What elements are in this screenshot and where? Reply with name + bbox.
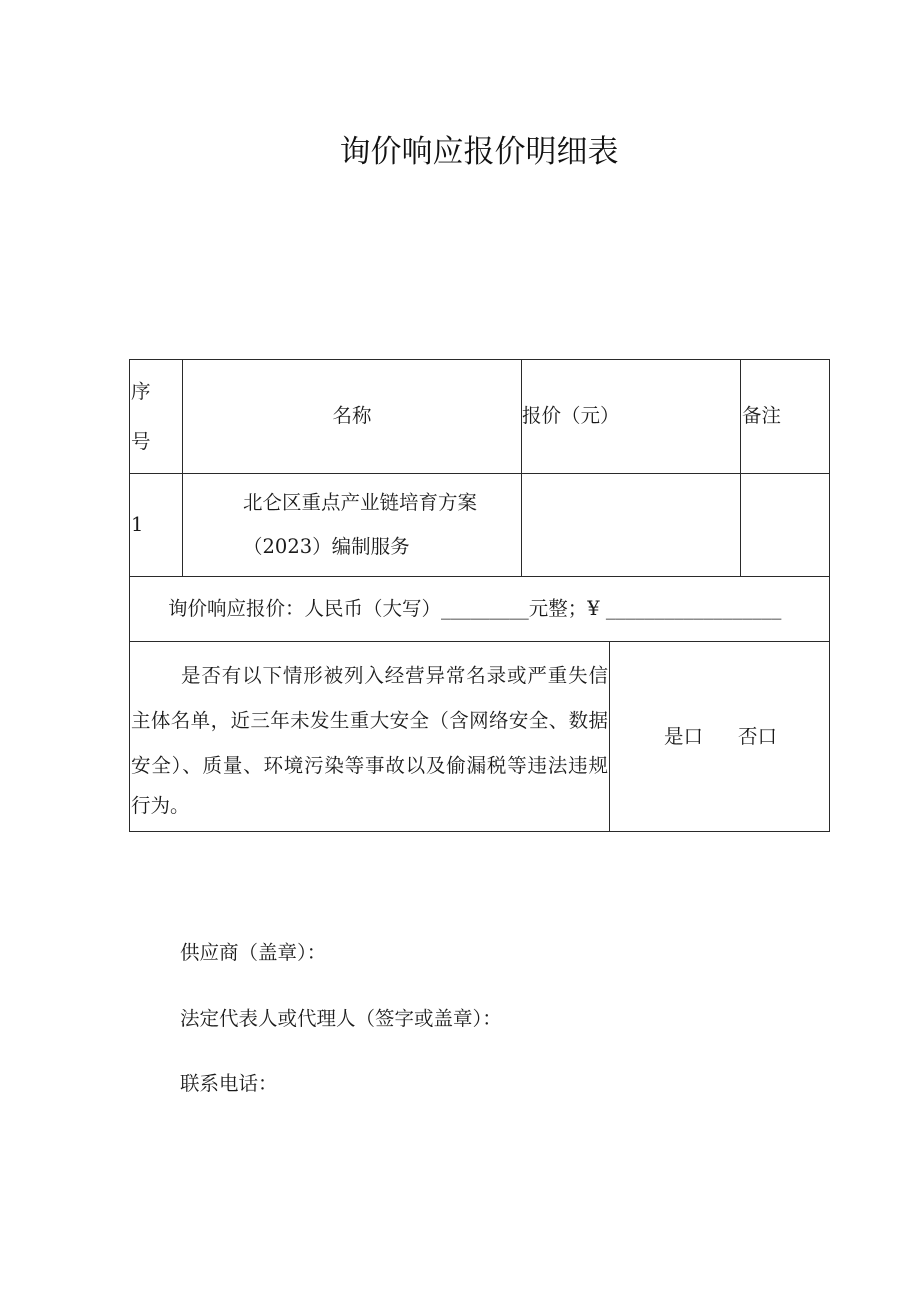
header-price-label: 报价（元） [522, 404, 620, 427]
legal-rep-label: 法定代表人或代理人（签字或盖章）： [180, 1007, 502, 1030]
header-cell-name [182, 359, 522, 474]
row-1-name-line-1: 北仑区重点产业链培育方案 [243, 491, 478, 514]
header-cell-remark [740, 359, 830, 474]
row-1-remark-cell [740, 473, 830, 577]
header-seq-label-2: 号 [131, 430, 151, 453]
row-1-name-cell [182, 473, 522, 577]
declaration-line-1: 是否有以下情形被列入经营异常名录或严重失信 [181, 664, 608, 687]
option-yes: 是口 [664, 725, 704, 748]
header-cell-seq [129, 359, 183, 474]
row-1-seq: 1 [131, 513, 144, 536]
header-cell-price [521, 359, 741, 474]
supplier-seal-label: 供应商（盖章）： [180, 941, 327, 964]
declaration-cell [129, 641, 610, 832]
declaration-line-3: 安全）、质量、环境污染等事故以及偷漏税等违法违规 [131, 754, 608, 777]
row-1-price-cell [521, 473, 741, 577]
declaration-line-2: 主体名单，近三年未发生重大安全（含网络安全、数据 [131, 709, 608, 732]
option-no: 否口 [738, 725, 778, 748]
quote-line-cell [129, 576, 830, 642]
row-1-seq-cell [129, 473, 183, 577]
header-seq-label-1: 序 [131, 380, 151, 403]
row-1-name-line-2: （2023）编制服务 [243, 535, 410, 558]
quote-line: 询价响应报价：人民币（大写）_________元整；¥ __________________ [168, 597, 782, 620]
declaration-line-4: 行为。 [131, 794, 190, 817]
header-name-label: 名称 [332, 404, 372, 427]
phone-label: 联系电话： [180, 1072, 278, 1095]
header-remark-label: 备注 [742, 404, 782, 427]
page-title: 询价响应报价明细表 [339, 134, 619, 170]
declaration-options-cell [609, 641, 830, 832]
